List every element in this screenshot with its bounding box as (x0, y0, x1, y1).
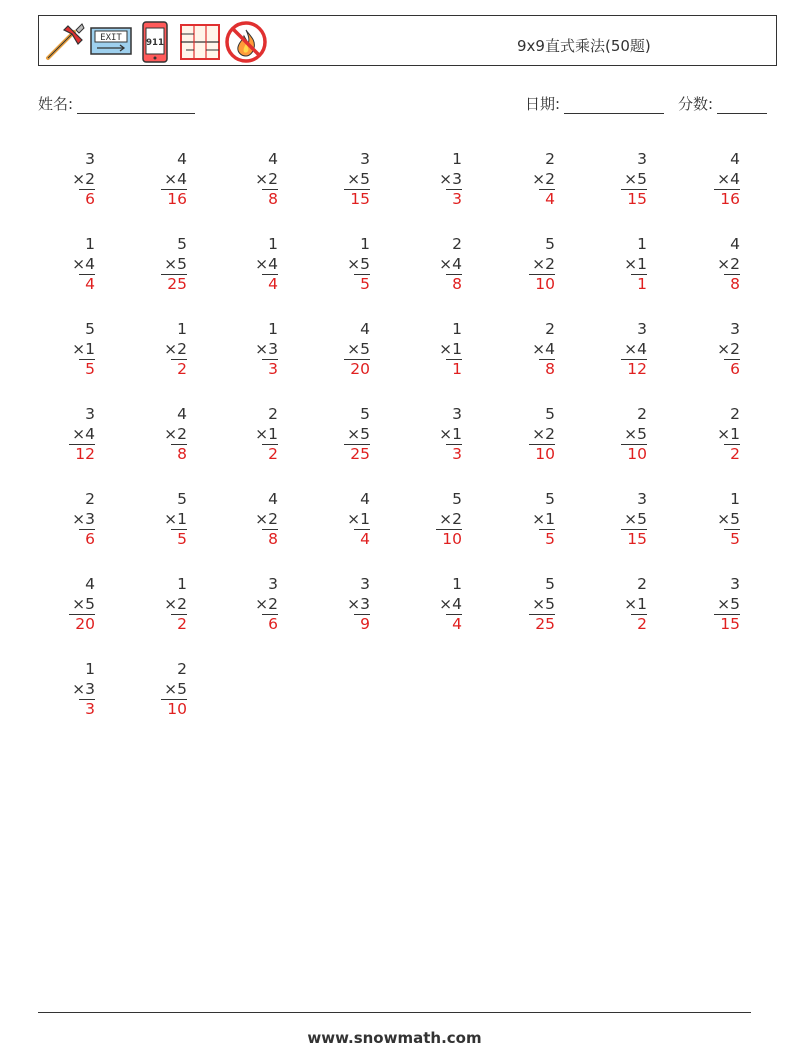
multiplicand: 2 (177, 660, 187, 678)
answer: 6 (262, 614, 278, 633)
problem-14 (515, 235, 555, 295)
multiplicand: 5 (545, 490, 555, 508)
multiplicand: 1 (177, 575, 187, 593)
problem-22 (515, 320, 555, 380)
problem-3 (238, 150, 278, 210)
answer: 8 (262, 189, 278, 208)
multiplicand: 2 (545, 320, 555, 338)
multiplier: ×3 (347, 594, 370, 613)
problem-50 (147, 660, 187, 720)
answer: 20 (69, 614, 95, 633)
footer-website: www.snowmath.com (307, 1029, 482, 1047)
problem-20 (330, 320, 370, 380)
answer: 5 (724, 529, 740, 548)
multiplicand: 1 (268, 235, 278, 253)
multiplier: ×5 (717, 594, 740, 613)
multiplier: ×5 (624, 509, 647, 528)
multiplier: ×1 (255, 424, 278, 443)
answer: 2 (262, 444, 278, 463)
answer: 8 (539, 359, 555, 378)
multiplicand: 2 (268, 405, 278, 423)
answer: 12 (69, 444, 95, 463)
problem-47 (607, 575, 647, 635)
multiplier: ×4 (164, 169, 187, 188)
answer: 8 (724, 274, 740, 293)
answer: 4 (354, 529, 370, 548)
multiplicand: 4 (85, 575, 95, 593)
multiplicand: 1 (85, 660, 95, 678)
problem-48 (700, 575, 740, 635)
answer: 3 (262, 359, 278, 378)
problem-29 (422, 405, 462, 465)
multiplicand: 4 (177, 150, 187, 168)
multiplier: ×3 (439, 169, 462, 188)
multiplicand: 3 (730, 575, 740, 593)
multiplier: ×2 (532, 169, 555, 188)
problem-17 (55, 320, 95, 380)
multiplier: ×2 (164, 594, 187, 613)
answer: 3 (446, 444, 462, 463)
problem-40 (700, 490, 740, 550)
problem-6 (515, 150, 555, 210)
multiplier: ×2 (532, 424, 555, 443)
multiplicand: 4 (730, 150, 740, 168)
multiplier: ×5 (164, 254, 187, 273)
multiplier: ×5 (532, 594, 555, 613)
floor-plan-icon (178, 20, 222, 68)
name-blank[interactable] (77, 98, 195, 114)
multiplicand: 5 (545, 405, 555, 423)
problem-36 (330, 490, 370, 550)
multiplicand: 1 (452, 575, 462, 593)
problem-27 (238, 405, 278, 465)
multiplicand: 2 (545, 150, 555, 168)
multiplier: ×2 (532, 254, 555, 273)
multiplier: ×1 (164, 509, 187, 528)
answer: 3 (79, 699, 95, 718)
multiplier: ×2 (439, 509, 462, 528)
multiplicand: 3 (85, 405, 95, 423)
multiplier: ×3 (255, 339, 278, 358)
multiplier: ×2 (164, 339, 187, 358)
problem-45 (422, 575, 462, 635)
problem-41 (55, 575, 95, 635)
problem-33 (55, 490, 95, 550)
answer: 8 (171, 444, 187, 463)
footer-divider (38, 1012, 751, 1013)
exit-sign-text: EXIT (100, 33, 122, 43)
answer: 15 (621, 529, 647, 548)
answer: 16 (714, 189, 740, 208)
answer: 3 (446, 189, 462, 208)
multiplier: ×2 (255, 594, 278, 613)
multiplicand: 5 (545, 235, 555, 253)
problem-25 (55, 405, 95, 465)
multiplicand: 5 (545, 575, 555, 593)
worksheet-header (38, 15, 777, 66)
multiplier: ×3 (72, 679, 95, 698)
problem-26 (147, 405, 187, 465)
answer: 1 (446, 359, 462, 378)
answer: 10 (529, 274, 555, 293)
multiplier: ×1 (624, 594, 647, 613)
emergency-phone-911-icon (138, 20, 172, 68)
multiplier: ×1 (717, 424, 740, 443)
fire-axe-icon (42, 20, 86, 68)
multiplier: ×1 (347, 509, 370, 528)
problem-21 (422, 320, 462, 380)
name-label: 姓名: (38, 95, 74, 113)
answer: 25 (344, 444, 370, 463)
multiplicand: 1 (85, 235, 95, 253)
multiplicand: 3 (637, 490, 647, 508)
answer: 9 (354, 614, 370, 633)
answer: 12 (621, 359, 647, 378)
answer: 4 (446, 614, 462, 633)
answer: 4 (539, 189, 555, 208)
multiplier: ×2 (72, 169, 95, 188)
multiplicand: 1 (268, 320, 278, 338)
problem-42 (147, 575, 187, 635)
multiplier: ×5 (347, 169, 370, 188)
answer: 10 (436, 529, 462, 548)
multiplier: ×2 (164, 424, 187, 443)
problem-16 (700, 235, 740, 295)
answer: 16 (161, 189, 187, 208)
problem-44 (330, 575, 370, 635)
problem-11 (238, 235, 278, 295)
answer: 5 (79, 359, 95, 378)
problem-7 (607, 150, 647, 210)
multiplier: ×2 (255, 509, 278, 528)
answer: 5 (171, 529, 187, 548)
problem-15 (607, 235, 647, 295)
multiplicand: 5 (452, 490, 462, 508)
answer: 5 (539, 529, 555, 548)
problem-46 (515, 575, 555, 635)
answer: 2 (724, 444, 740, 463)
date-field (525, 93, 664, 114)
score-field (678, 93, 767, 114)
multiplier: ×1 (439, 339, 462, 358)
answer: 6 (79, 189, 95, 208)
problem-19 (238, 320, 278, 380)
answer: 10 (621, 444, 647, 463)
multiplicand: 5 (177, 235, 187, 253)
problem-38 (515, 490, 555, 550)
multiplier: ×5 (72, 594, 95, 613)
problem-30 (515, 405, 555, 465)
multiplicand: 5 (360, 405, 370, 423)
multiplicand: 3 (268, 575, 278, 593)
problem-31 (607, 405, 647, 465)
multiplier: ×4 (717, 169, 740, 188)
multiplier: ×4 (255, 254, 278, 273)
answer: 15 (714, 614, 740, 633)
multiplicand: 1 (637, 235, 647, 253)
date-blank[interactable] (564, 98, 664, 114)
multiplier: ×5 (347, 339, 370, 358)
answer: 4 (79, 274, 95, 293)
answer: 6 (724, 359, 740, 378)
problem-49 (55, 660, 95, 720)
answer: 6 (79, 529, 95, 548)
exit-sign-icon (89, 20, 133, 68)
problem-8 (700, 150, 740, 210)
multiplicand: 4 (360, 320, 370, 338)
answer: 1 (631, 274, 647, 293)
multiplier: ×1 (532, 509, 555, 528)
multiplicand: 5 (85, 320, 95, 338)
answer: 8 (446, 274, 462, 293)
multiplicand: 2 (85, 490, 95, 508)
problem-2 (147, 150, 187, 210)
answer: 2 (171, 359, 187, 378)
answer: 8 (262, 529, 278, 548)
problem-39 (607, 490, 647, 550)
multiplier: ×4 (439, 594, 462, 613)
multiplicand: 4 (360, 490, 370, 508)
problem-32 (700, 405, 740, 465)
problem-37 (422, 490, 462, 550)
problem-13 (422, 235, 462, 295)
date-label: 日期: (525, 95, 561, 113)
multiplier: ×4 (72, 424, 95, 443)
problem-1 (55, 150, 95, 210)
multiplicand: 3 (730, 320, 740, 338)
answer: 20 (344, 359, 370, 378)
problem-9 (55, 235, 95, 295)
answer: 4 (262, 274, 278, 293)
multiplicand: 1 (360, 235, 370, 253)
multiplicand: 1 (730, 490, 740, 508)
multiplier: ×5 (624, 424, 647, 443)
answer: 5 (354, 274, 370, 293)
answer: 10 (529, 444, 555, 463)
problem-12 (330, 235, 370, 295)
multiplicand: 3 (452, 405, 462, 423)
multiplicand: 1 (452, 150, 462, 168)
multiplier: ×4 (532, 339, 555, 358)
multiplicand: 3 (637, 150, 647, 168)
problem-5 (422, 150, 462, 210)
multiplier: ×4 (72, 254, 95, 273)
multiplier: ×1 (72, 339, 95, 358)
answer: 2 (631, 614, 647, 633)
multiplier: ×1 (624, 254, 647, 273)
problem-4 (330, 150, 370, 210)
problem-10 (147, 235, 187, 295)
answer: 2 (171, 614, 187, 633)
multiplier: ×2 (717, 254, 740, 273)
page-title: 9x9直式乘法(50题) (517, 37, 651, 55)
answer: 15 (621, 189, 647, 208)
multiplicand: 1 (177, 320, 187, 338)
problem-24 (700, 320, 740, 380)
problem-23 (607, 320, 647, 380)
problem-35 (238, 490, 278, 550)
multiplier: ×5 (347, 424, 370, 443)
answer: 25 (529, 614, 555, 633)
multiplicand: 3 (360, 575, 370, 593)
score-label: 分数: (678, 95, 714, 113)
multiplier: ×5 (347, 254, 370, 273)
multiplier: ×3 (72, 509, 95, 528)
problem-28 (330, 405, 370, 465)
multiplicand: 1 (452, 320, 462, 338)
multiplicand: 2 (637, 405, 647, 423)
answer: 25 (161, 274, 187, 293)
multiplicand: 2 (730, 405, 740, 423)
multiplicand: 4 (730, 235, 740, 253)
multiplier: ×5 (164, 679, 187, 698)
problem-34 (147, 490, 187, 550)
answer: 15 (344, 189, 370, 208)
multiplicand: 4 (177, 405, 187, 423)
multiplier: ×4 (439, 254, 462, 273)
multiplicand: 3 (360, 150, 370, 168)
multiplier: ×4 (624, 339, 647, 358)
multiplicand: 4 (268, 490, 278, 508)
score-blank[interactable] (717, 98, 767, 114)
multiplicand: 3 (85, 150, 95, 168)
multiplicand: 2 (637, 575, 647, 593)
multiplier: ×5 (624, 169, 647, 188)
no-fire-icon (224, 20, 268, 68)
multiplier: ×2 (717, 339, 740, 358)
problem-43 (238, 575, 278, 635)
multiplicand: 3 (637, 320, 647, 338)
problem-18 (147, 320, 187, 380)
multiplicand: 5 (177, 490, 187, 508)
name-field (38, 93, 195, 114)
multiplicand: 2 (452, 235, 462, 253)
multiplier: ×1 (439, 424, 462, 443)
multiplier: ×2 (255, 169, 278, 188)
phone-911-text: 911 (146, 38, 164, 48)
answer: 10 (161, 699, 187, 718)
multiplicand: 4 (268, 150, 278, 168)
multiplier: ×5 (717, 509, 740, 528)
